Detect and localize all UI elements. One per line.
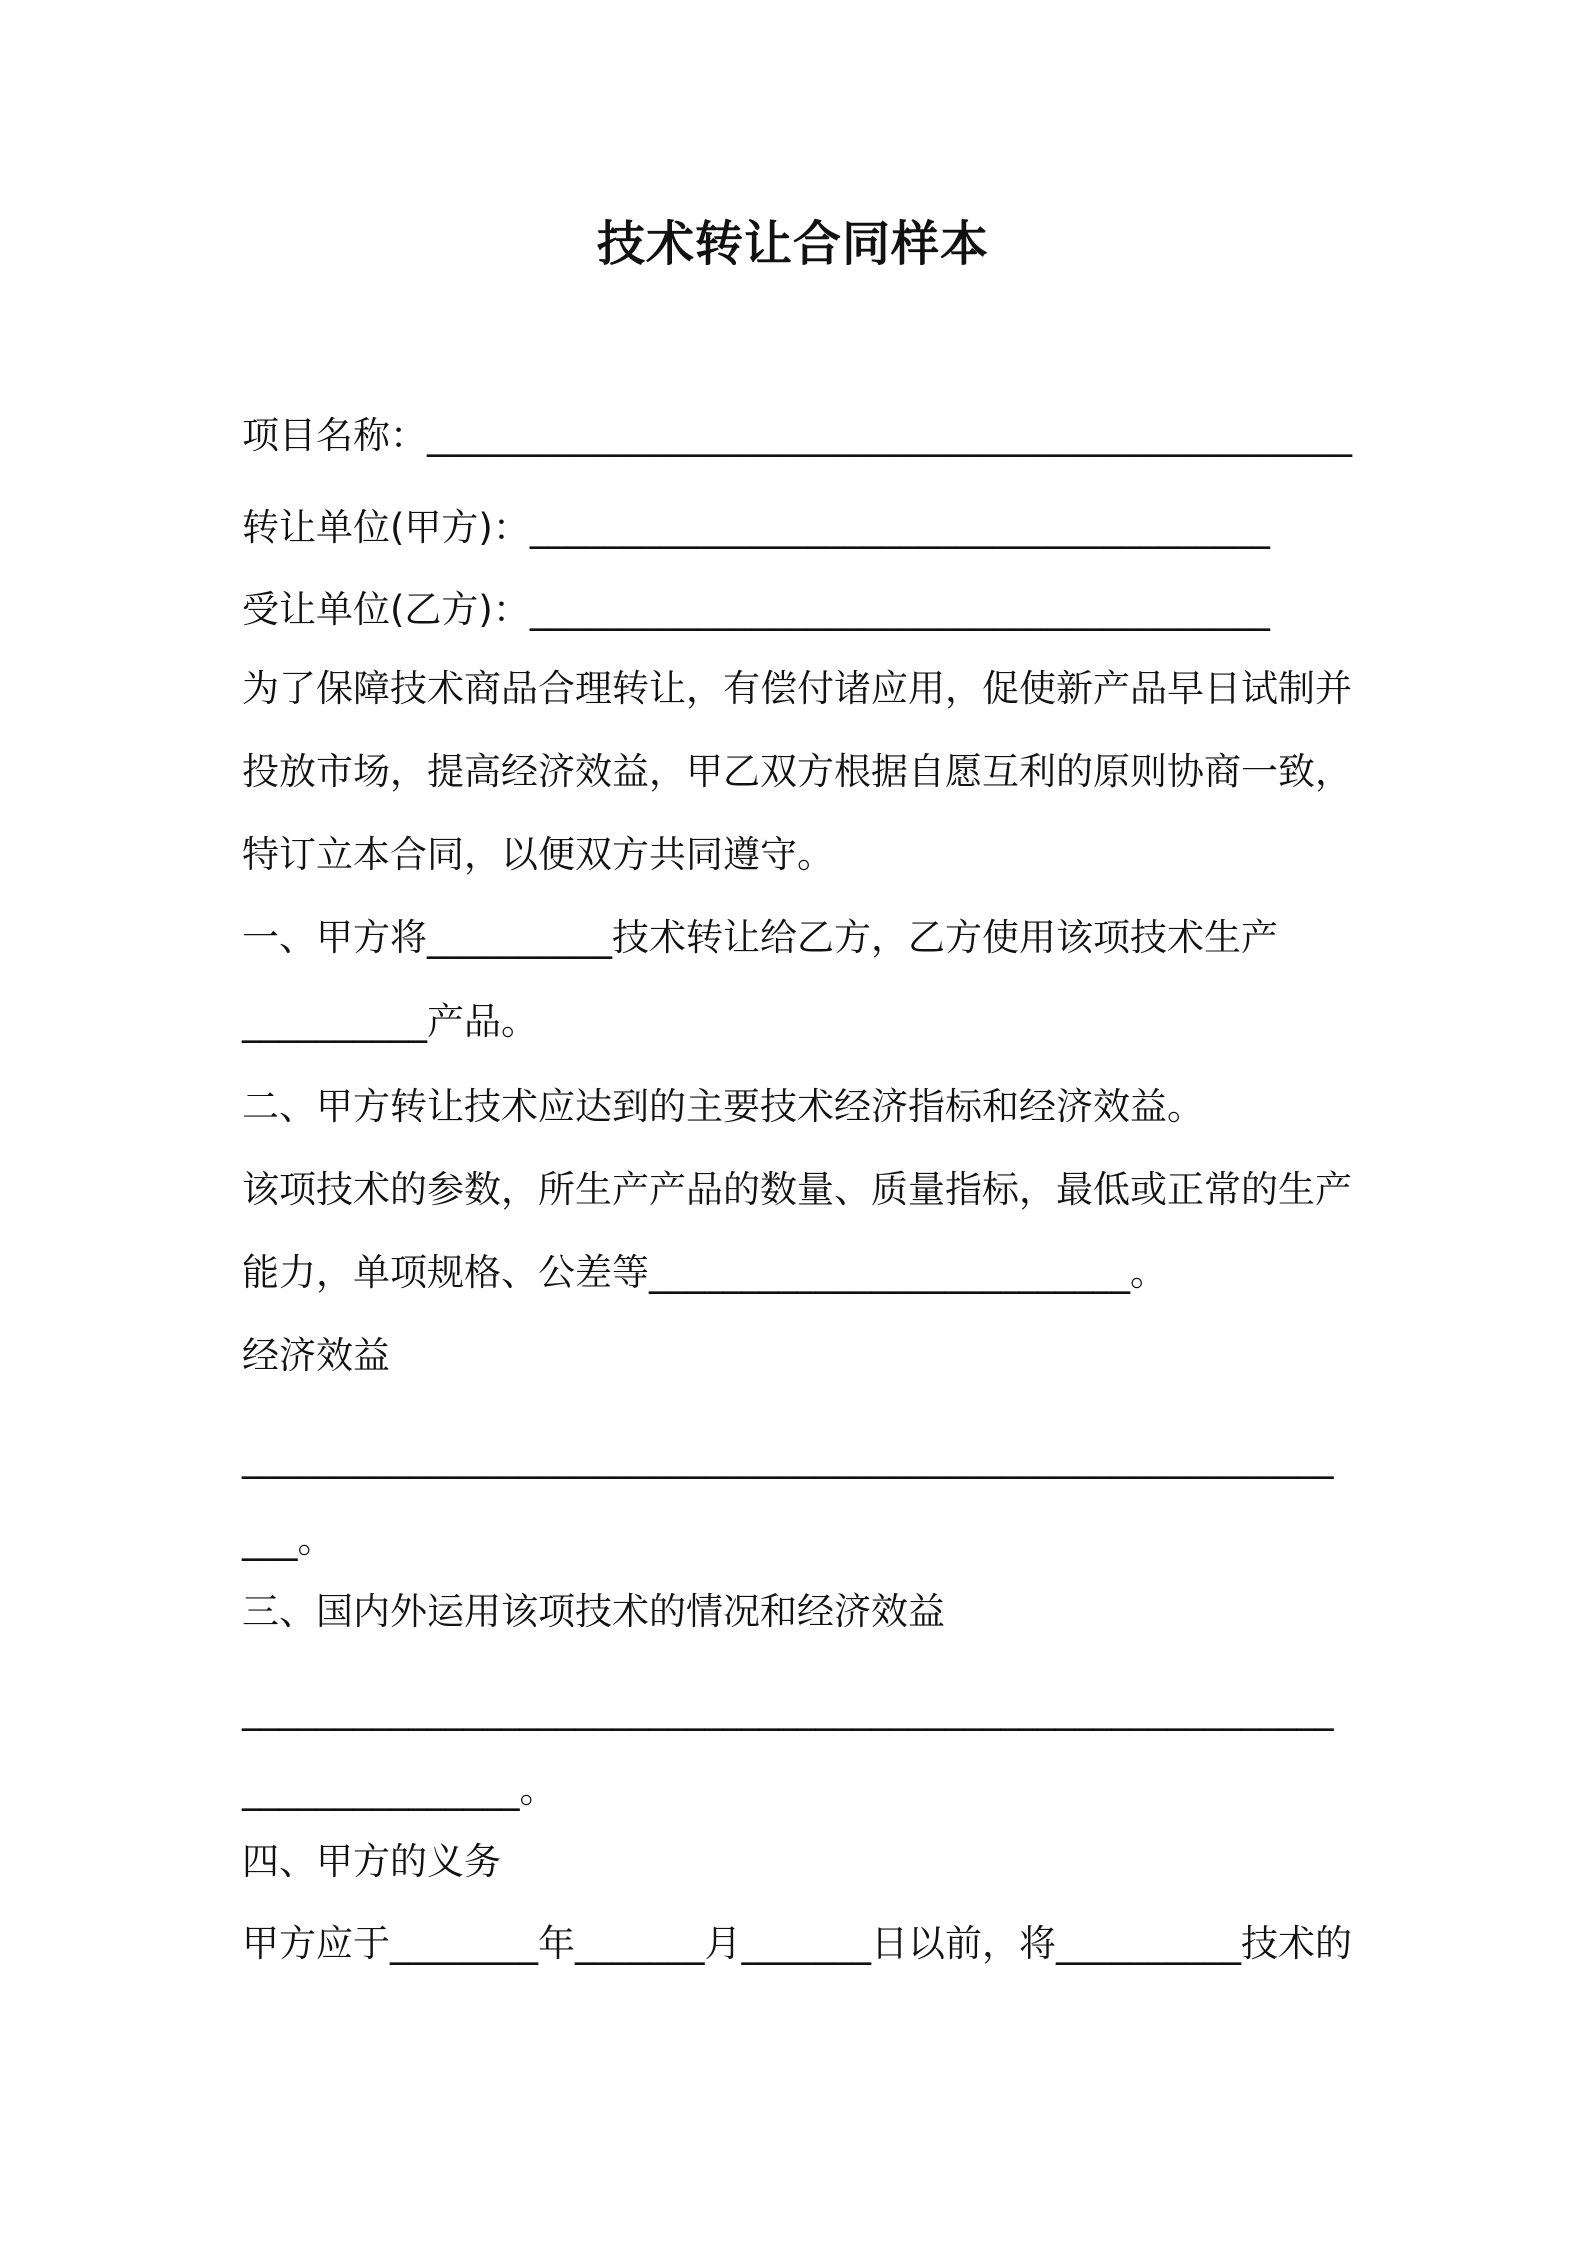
- clause-4-line-1: 甲方应于________年_______月_______日以前，将__________技术的: [242, 1922, 1352, 1965]
- clause-1-line-1: 一、甲方将__________技术转让给乙方，乙方使用该项技术生产: [242, 916, 1278, 959]
- clause-4-heading: 四、甲方的义务: [242, 1840, 501, 1883]
- field-transferor: 转让单位(甲方)：________________________________________: [242, 506, 1270, 549]
- field-transferee: 受让单位(乙方)：________________________________________: [242, 588, 1270, 631]
- field-project-name: 项目名称：__________________________________________________: [242, 414, 1352, 457]
- clause-1-line-2: __________产品。: [242, 1000, 538, 1043]
- clause-3-blank-1: ___________________________________________________________: [242, 1688, 1334, 1731]
- preamble-line-1: 为了保障技术商品合理转让，有偿付诸应用，促使新产品早日试制并: [242, 667, 1352, 710]
- clause-2-benefit-blank-1: ___________________________________________________________: [242, 1436, 1334, 1479]
- clause-2-benefit-label: 经济效益: [242, 1334, 390, 1377]
- clause-2-benefit-blank-2: ___。: [242, 1518, 335, 1561]
- clause-2-heading: 二、甲方转让技术应达到的主要技术经济指标和经济效益。: [242, 1085, 1204, 1128]
- clause-2-line-2: 能力，单项规格、公差等__________________________。: [242, 1251, 1167, 1294]
- preamble-line-3: 特订立本合同，以便双方共同遵守。: [242, 833, 834, 876]
- clause-2-line-1: 该项技术的参数，所生产产品的数量、质量指标，最低或正常的生产: [242, 1168, 1352, 1211]
- preamble-line-2: 投放市场，提高经济效益，甲乙双方根据自愿互利的原则协商一致，: [242, 750, 1352, 793]
- clause-3-heading: 三、国内外运用该项技术的情况和经济效益: [242, 1590, 945, 1633]
- document-title: 技术转让合同样本: [596, 216, 989, 272]
- clause-3-blank-2: _______________。: [242, 1768, 557, 1811]
